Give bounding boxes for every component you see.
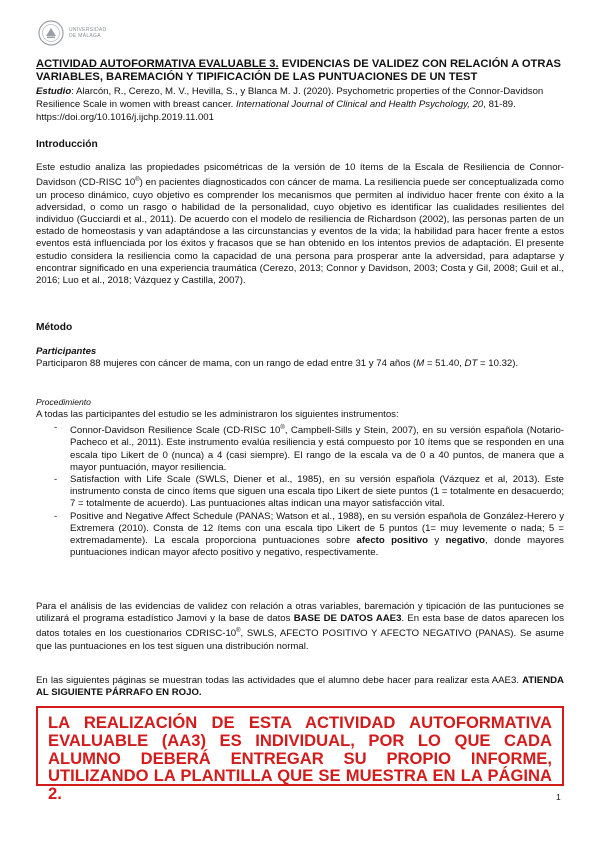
- intro-paragraph: Este estudio analiza las propiedades psicométricas de la versión de 10 ítems de la Escala de Resiliencia de Connor-Davidson (CD-RISC 10®) en pacientes diagnosticados con cáncer de mama. La resiliencia puede ser conceptualizada como un proceso dinámico, cuyo objetivo es comprender los mecanismos que permiten al individuo hacer frente con éxito a la adversidad, o como un rasgo o habilidad de la personalidad, cuyo objetivo es identificar las cualidades resilientes del individuo (Gucciardi et al., 2011). De acuerdo con el modelo de resiliencia de Richardson (2002), las personas parten de un estado de homeostasis y van adaptándose a las circunstancias y eventos de la vida; la habilidad para hacer frente a estos eventos está influenciada por los éxitos y fracasos que se han obtenido en los intentos previos de adaptación. El presente estudio considera la resiliencia como la capacidad de una persona para prosperar ante la adversidad, para adaptarse y encontrar significado en una experiencia traumática (Cerezo, 2013; Connor y Davidson, 2003; Costa y Gil, 2008; Guil et al., 2016; Luo et al., 2018; Vázquez y Castilla, 2007).: [36, 162, 564, 287]
- university-name: UNIVERSIDAD DE MÁLAGA: [69, 27, 107, 39]
- list-item: - Connor-Davidson Resilience Scale (CD-RISC 10®, Campbell-Sills y Stein, 2007), en su versión española (Notario-Pacheco et al., 2011). Este instrumento evalúa resiliencia y está compuesto por 10 ítems que se responden en una escala tipo Likert de 0 (nunca) a 4 (casi siempre). El rango de la escala va de 0 a 40 puntos, de manera que a mayor puntuación, mayor resiliencia.: [54, 422, 564, 473]
- university-logo: [38, 20, 106, 46]
- heading-introduccion: Introducción: [36, 139, 98, 150]
- instrument-list: [36, 422, 564, 559]
- page-number: 1: [556, 792, 561, 802]
- heading-procedimiento: Procedimiento: [36, 397, 91, 407]
- participantes-paragraph: Participaron 88 mujeres con cáncer de mama, con un rango de edad entre 31 y 74 años (M = 51.40, DT = 10.32).: [36, 358, 519, 369]
- instrucciones-paragraph: En las siguientes páginas se muestran todas las actividades que el alumno debe hacer para realizar esta AAE3. ATIENDA AL SIGUIENTE PÁRRAFO EN ROJO.: [36, 675, 564, 699]
- document-title: ACTIVIDAD AUTOFORMATIVA EVALUABLE 3. EVIDENCIAS DE VALIDEZ CON RELACIÓN A OTRAS VARIABLES, BAREMACIÓN Y TIPIFICACIÓN DE LAS PUNTUACIONES DE UN TEST: [36, 58, 562, 83]
- list-item: - Positive and Negative Affect Schedule (PANAS; Watson et al., 1988), en su versión española de González-Herero y Extremera (2010). Consta de 12 ítems con una escala tipo Likert de 5 puntos (1= muy levemente o nada; 5 = extremadamente). La escala proporciona puntuaciones sobre afecto positivo y negativo, donde mayores puntuaciones indican mayor afecto positivo y negativo, respectivamente.: [54, 510, 564, 559]
- heading-metodo: Método: [36, 322, 73, 333]
- list-item: - Satisfaction with Life Scale (SWLS, Diener et al., 1985), en su versión española (Vázquez et al, 2013). Este instrumento consta de cinco ítems que siguen una escala tipo Likert de siete puntos (1 = totalmente en desacuerdo; 7 = totalmente de acuerdo). Las puntuaciones altas indican una mayor satisfacción vital.: [54, 474, 564, 510]
- heading-participantes: Participantes: [36, 346, 97, 357]
- analisis-paragraph: Para el análisis de las evidencias de validez con relación a otras variables, baremación y tipicación de las puntuciones se utilizará el programa estadístico Jamovi y la base de datos BASE DE DATOS AAE3. En esta base de datos aparecen los datos totales en los cuestionarios CDRISC-10®, SWLS, AFECTO POSITIVO Y AFECTO NEGATIVO (PANAS). Se asume que las puntuaciones en los test siguen una distribución normal.: [36, 601, 565, 652]
- warning-text: LA REALIZACIÓN DE ESTA ACTIVIDAD AUTOFORMATIVA EVALUABLE (AA3) ES INDIVIDUAL, POR LO QUE CADA ALUMNO DEBERÁ ENTREGAR SU PROPIO INFORME, UTILIZANDO LA PLANTILLA QUE SE MUESTRA EN LA PÁGINA 2.: [48, 713, 552, 804]
- warning-box: [36, 706, 564, 804]
- university-seal-icon: [38, 20, 64, 46]
- procedimiento-intro: A todas las participantes del estudio se les administraron los siguientes instrumentos:: [36, 409, 399, 420]
- study-citation: Estudio: Alarcón, R., Cerezo, M. V., Hevilla, S., y Blanca M. J. (2020). Psychometric properties of the Connor-Davidson Resilience Scale in women with breast cancer. International Journal of Clinical and Health Psychology, 20, 81-89. https://doi.org/10.1016/j.ijchp.2019.11.001: [36, 86, 544, 123]
